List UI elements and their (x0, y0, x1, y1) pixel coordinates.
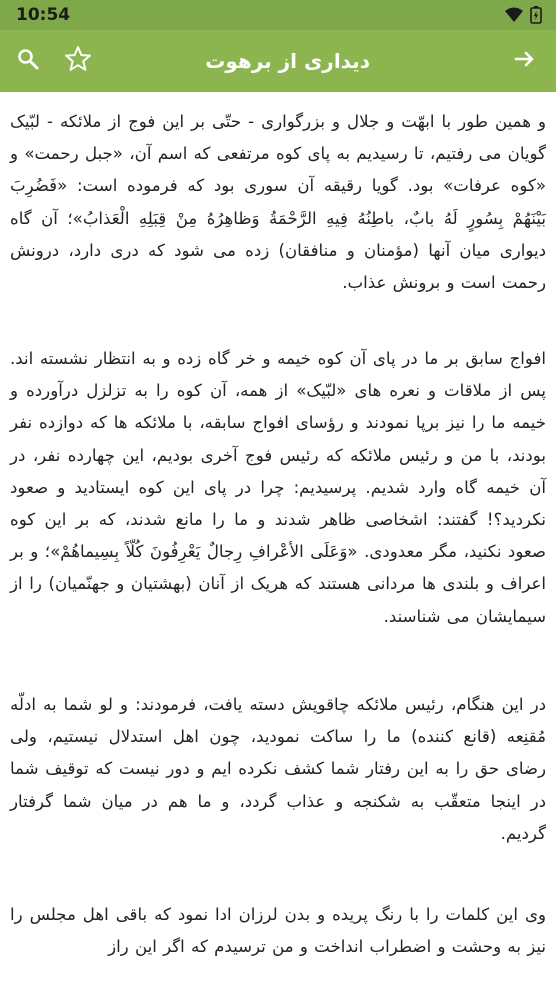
paragraph: افواج سابق بر ما در پای آن کوه خیمه و خر گاه زده و به انتظار نشسته اند. پس از ملاقات و نعره های «لبّیک» از همه، آن کوه را به تزلزل درآورده و خیمه ما را نیز برپا نمودند و رؤسای افواج سابقه، با ملائکه ها که دوازده نفر بودند، با من و رئیس ملائکه که رئیس فوج آخری بودیم، این چهارده نفر، در آن خیمه گاه وارد شدیم. پرسیدیم: چرا در پای این کوه ایستادید و صعود نکردید؟! گفتند: اشخاصی ظاهر شدند و ما را مانع شدند، که بر این کوه صعود نکنید، مگر معدودی. «وَعَلَى الأعْرافِ رِجالٌ يَعْرِفُونَ كُلّاً بِسِيماهُمْ»؛ و بر اعراف و بلندی ها مردانی هستند که هریک از آنان (بهشتیان و جهنّمیان) را از سیمایشان می شناسند. (10, 349, 546, 626)
paragraph: و همین طور با ابهّت و جلال و بزرگواری - حتّی بر این فوج از ملائکه - لبّیک گویان می رفتیم، تا رسیدیم به پای کوه مرتفعی که اسم آن، «جبل رحمت» و «کوه عرفات» بود. گویا رقیقه آن سوری بود که فرموده است: «فَضُرِبَ بَيْنَهُمْ بِسُورٍ لَهُ بابٌ، باطِنُهُ فِيهِ الرَّحْمَةُ وَظاهِرُهُ مِنْ قِبَلِهِ الْعَذابُ»؛ آن گاه دیواری میان آنها (مؤمنان و منافقان) زده می شود که دری دارد، درونش رحمت است و برونش عذاب. (10, 112, 546, 293)
search-icon (16, 47, 40, 75)
favorite-button[interactable] (58, 41, 98, 81)
wifi-icon (504, 7, 524, 23)
back-button[interactable] (504, 41, 544, 81)
app-bar (0, 30, 556, 92)
battery-icon (530, 6, 542, 24)
status-icons (504, 6, 542, 24)
star-icon (64, 45, 92, 77)
status-time: 10:54 (16, 5, 71, 25)
paragraph: وی این کلمات را با رنگ پریده و بدن لرزان ادا نمود که باقی اهل مجلس را نیز به وحشت و اضطراب انداخت و من ترسیدم که اگر این راز (10, 905, 546, 957)
reading-content[interactable] (0, 92, 556, 988)
status-bar (0, 0, 556, 30)
page-title: دیداری از برهوت (205, 49, 370, 73)
paragraph: در این هنگام، رئیس ملائکه چاقویش دسته یافت، فرمودند: و لو شما به ادلّه مُقنِعه (قانع کننده) ما را ساکت نمودید، چون اهل استدلال نیستیم، ولی رضای حق را به این رفتار شما کشف نکرده ایم و دور نیست که توقیف شما در اینجا متعقّب به شکنجه و عذاب گردد، و ما هم در میان شما گرفتار گردیم. (10, 695, 546, 843)
back-arrow-icon (512, 47, 536, 75)
search-button[interactable] (8, 41, 48, 81)
